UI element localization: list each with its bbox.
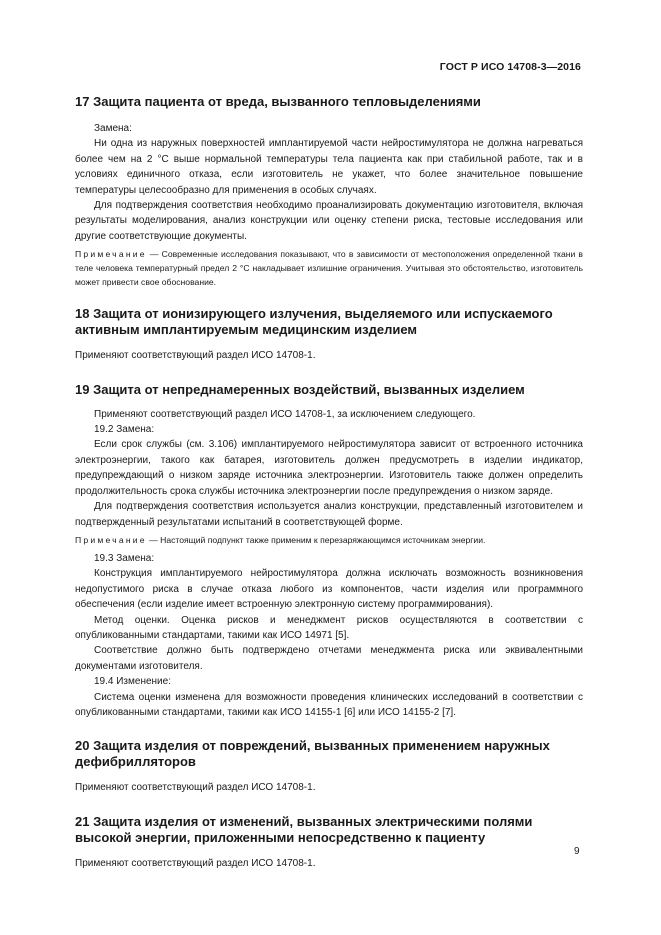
section-18-title-line2: активным имплантируемым медицинским изделием bbox=[75, 322, 418, 338]
section-19-note bbox=[75, 533, 583, 547]
section-17-paragraph: Ни одна из наружных поверхностей имплантируемой части нейростимулятора не должна нагреваться более чем на 2 °C выше нормальной температуры тела пациента как при стабильной работе, так и в условиях единичного отказа, если изготовитель не укажет, что более значительное повышение температуры целесообразно для применения в особых случаях. bbox=[75, 138, 583, 196]
section-19 bbox=[75, 382, 583, 721]
section-20-title-line2: дефибрилляторов bbox=[75, 754, 196, 770]
section-19-title: 19 Защита от непреднамеренных воздействий, вызванных изделием bbox=[75, 381, 525, 397]
section-19-paragraph: Система оценки изменена для возможности проведения клинических исследований в соответствии с опубликованными стандартами, такими как ИСО 14155-1 [6] или ИСО 14155-2 [7]. bbox=[75, 691, 583, 718]
section-18-title bbox=[75, 306, 583, 338]
note-text: — Настоящий подпункт также применим к перезаряжающимся источникам энергии. bbox=[146, 534, 486, 545]
section-17 bbox=[75, 94, 583, 289]
section-20-title bbox=[75, 738, 583, 770]
note-text: — Современные исследования показывают, что в зависимости от местоположения определенной ткани в теле человека температурный предел 2 °C накладывает излишние ограничения. Учитывая это обстоятельство, изготовитель может привести свое обоснование. bbox=[75, 249, 583, 288]
section-20-paragraph: Применяют соответствующий раздел ИСО 14708-1. bbox=[75, 782, 316, 794]
section-21-title-line2: высокой энергии, приложенными непосредственно к пациенту bbox=[75, 829, 486, 845]
section-21-title bbox=[75, 814, 583, 846]
section-18-title-line1: 18 Защита от ионизирующего излучения, выделяемого или испускаемого bbox=[75, 306, 553, 322]
section-17-note bbox=[75, 247, 583, 289]
subsection-19-4-heading: 19.4 Изменение: bbox=[94, 676, 171, 688]
section-19-paragraph: Метод оценки. Оценка рисков и менеджмент рисков осуществляются в соответствии с опубликованными стандартами, такими как ИСО 14971 [5]. bbox=[75, 614, 583, 641]
section-17-title: 17 Защита пациента от вреда, вызванного тепловыделениями bbox=[75, 94, 481, 109]
section-20 bbox=[75, 738, 583, 795]
section-19-paragraph: Конструкция имплантируемого нейростимулятора должна исключать возможность возникновения недопустимого риска в случае отказа любого из компонентов, части изделия или программного обеспечения (если изделие имеет встроенную электронную систему программирования). bbox=[75, 568, 583, 611]
section-19-paragraph: Соответствие должно быть подтверждено отчетами менеджмента риска или эквивалентными документами изготовителя. bbox=[75, 645, 583, 672]
document-body bbox=[75, 94, 583, 871]
section-18 bbox=[75, 306, 583, 363]
section-20-title-line1: 20 Защита изделия от повреждений, вызванных применением наружных bbox=[75, 738, 550, 754]
document-code-header: ГОСТ Р ИСО 14708-3—2016 bbox=[439, 61, 581, 73]
section-21-paragraph: Применяют соответствующий раздел ИСО 14708-1. bbox=[75, 857, 316, 869]
section-17-paragraph: Для подтверждения соответствия необходимо проанализировать документацию изготовителя, включая результаты моделирования, анализ конструкции или оценку степени риска, тестовые исследования или другие соответствующие документы. bbox=[75, 200, 583, 242]
section-19-paragraph: Если срок службы (см. 3.106) имплантируемого нейростимулятора зависит от встроенного источника электроэнергии, такого как батарея, изготовитель должен предусмотреть в изделии индикатор, предупреждающий о низком заряде источника электроэнергии. Изготовитель также должен определить продолжительность срока службы источника электроэнергии после предупреждения о низком заряде. bbox=[75, 439, 583, 497]
section-19-paragraph: Применяют соответствующий раздел ИСО 14708-1, за исключением следующего. bbox=[94, 408, 476, 420]
section-18-paragraph: Применяют соответствующий раздел ИСО 14708-1. bbox=[75, 350, 316, 362]
page-number: 9 bbox=[574, 846, 580, 857]
section-21-title-line1: 21 Защита изделия от изменений, вызванных электрическими полями bbox=[75, 813, 533, 829]
section-17-paragraph: Замена: bbox=[94, 123, 132, 134]
section-19-paragraph: Для подтверждения соответствия используется анализ конструкции, представленный изготовителем и подтвержденный результатами испытаний в соответствующей форме. bbox=[75, 501, 583, 528]
subsection-19-2-heading: 19.2 Замена: bbox=[94, 424, 155, 436]
section-21 bbox=[75, 814, 583, 871]
note-label: Примечание bbox=[75, 534, 147, 545]
subsection-19-3-heading: 19.3 Замена: bbox=[94, 552, 155, 564]
note-label: Примечание bbox=[75, 249, 147, 260]
